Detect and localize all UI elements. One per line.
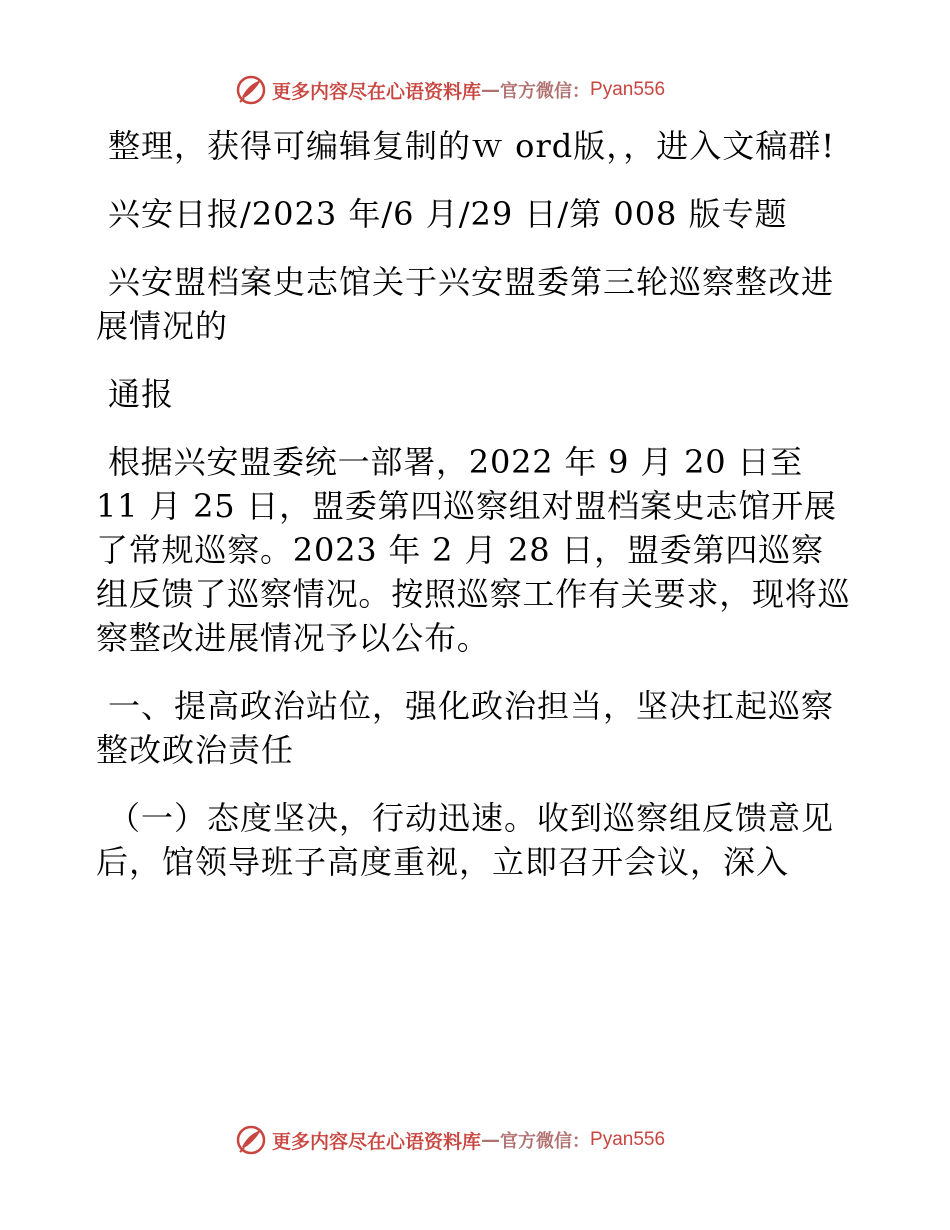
watermark-main-text: 更多内容尽在心语资料库	[272, 80, 482, 103]
quill-logo-icon	[236, 1125, 266, 1155]
paragraph-subsection: （一）态度坚决，行动迅速。收到巡察组反馈意见后，馆领导班子高度重视，立即召开会议，深入	[96, 799, 835, 881]
watermark-sub-text: 官方微信：	[500, 1131, 591, 1152]
paragraph-title-suffix: 通报	[108, 375, 175, 413]
watermark-main-text: 更多内容尽在心语资料库	[272, 1130, 482, 1153]
paragraph-body: 根据兴安盟委统一部署，2022 年 9 月 20 日至 11 月 25 日，盟委第四巡察组对盟档案史志馆开展了常规巡察。2023 年 2 月 28 日，盟委第四巡察组反馈了巡察情况。按照巡察工作有关要求，现将巡察整改进展情况予以公布。	[96, 443, 851, 657]
document-body	[96, 124, 856, 908]
paragraph-intro: 整理，获得可编辑复制的ｗ ord版，，进入文稿群!	[108, 127, 836, 165]
watermark-sub-text: 官方微信：	[500, 81, 591, 102]
watermark-dash: —	[481, 1129, 501, 1151]
watermark-id-text: Pyan556	[590, 79, 666, 100]
paragraph-title: 兴安盟档案史志馆关于兴安盟委第三轮巡察整改进展情况的	[96, 263, 835, 345]
watermark-dash: —	[481, 79, 501, 101]
watermark-header	[236, 73, 665, 107]
paragraph-source: 兴安日报/2023 年/6 月/29 日/第 008 版专题	[108, 195, 788, 233]
watermark-footer	[236, 1123, 665, 1157]
paragraph-section-heading: 一、提高政治站位，强化政治担当，坚决扛起巡察整改政治责任	[96, 687, 835, 769]
quill-logo-icon	[236, 75, 266, 105]
watermark-id-text: Pyan556	[590, 1129, 666, 1150]
